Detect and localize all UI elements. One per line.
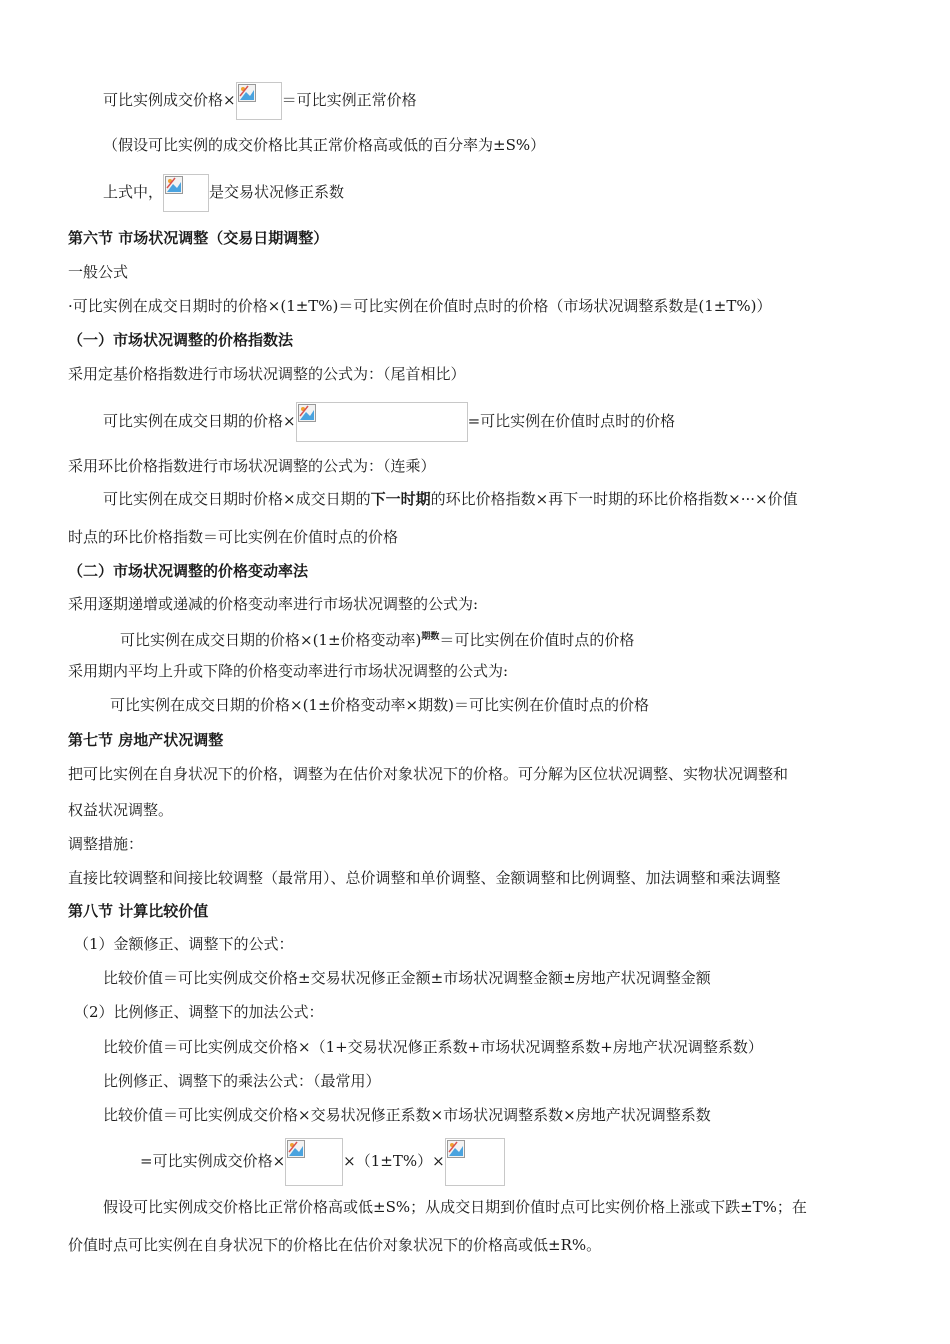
broken-image-icon — [298, 404, 316, 422]
property-adjust-text-cont: 权益状况调整。 — [68, 801, 174, 819]
formula-image-placeholder — [445, 1138, 505, 1186]
subsection-change-rate-heading: （二）市场状况调整的价格变动率法 — [68, 562, 309, 580]
formula-image-placeholder — [285, 1138, 343, 1186]
additive-formula: 比较价值＝可比实例成交价格×（1+交易状况修正系数+市场状况调整系数+房地产状况调整系数） — [103, 1038, 763, 1056]
chain-index-formula-cont: 时点的环比价格指数＝可比实例在价值时点的价格 — [68, 528, 399, 546]
coefficient-note: 上式中， 是交易状况修正系数 — [103, 174, 344, 212]
adjust-measures-label: 调整措施： — [68, 835, 144, 853]
chain-index-text: 采用环比价格指数进行市场状况调整的公式为：（连乘） — [68, 457, 436, 475]
section-7-heading: 第七节 房地产状况调整 — [68, 731, 224, 749]
final-assumption-cont: 价值时点可比实例在自身状况下的价格比在估价对象状况下的价格高或低±R%。 — [68, 1236, 602, 1254]
section-8-heading: 第八节 计算比较价值 — [68, 902, 209, 920]
compound-rate-text: 采用逐期递增或递减的价格变动率进行市场状况调整的公式为: — [68, 595, 479, 613]
section-6-heading: 第六节 市场状况调整（交易日期调整） — [68, 229, 329, 247]
chain-index-formula: 可比实例在成交日期时价格×成交日期的下一时期的环比价格指数×再下一时期的环比价格指数×···×价值 — [103, 490, 798, 508]
additive-formula-label: （2）比例修正、调整下的加法公式： — [74, 1003, 324, 1021]
final-assumption: 假设可比实例成交价格比正常价格高或低±S%；从成交日期到价值时点可比实例价格上涨或下跌±T%；在 — [103, 1198, 807, 1216]
general-formula: ·可比实例在成交日期时的价格×(1±T%)＝可比实例在价值时点时的价格（市场状况调整系数是(1±T%)） — [68, 297, 772, 315]
formula-image-placeholder — [236, 82, 282, 120]
property-adjust-text: 把可比实例在自身状况下的价格，调整为在估价对象状况下的价格。可分解为区位状况调整、实物状况调整和 — [68, 765, 789, 783]
broken-image-icon — [287, 1140, 305, 1158]
fixed-base-formula: 可比实例在成交日期的价格× =可比实例在价值时点时的价格 — [103, 402, 675, 442]
assumption-note: （假设可比实例的成交价格比其正常价格高或低的百分率为±S%） — [103, 136, 546, 154]
broken-image-icon — [238, 84, 256, 102]
multiplicative-formula-label: 比例修正、调整下的乘法公式：（最常用） — [103, 1072, 381, 1090]
general-formula-label: 一般公式 — [68, 263, 129, 281]
average-rate-text: 采用期内平均上升或下降的价格变动率进行市场状况调整的公式为: — [68, 662, 509, 680]
compound-rate-formula: 可比实例在成交日期的价格×(1±价格变动率)$^{期数}$＝可比实例在价值时点的价格 — [120, 631, 635, 649]
broken-image-icon — [447, 1140, 465, 1158]
average-rate-formula: 可比实例在成交日期的价格×(1±价格变动率×期数)＝可比实例在价值时点的价格 — [110, 696, 649, 714]
subsection-price-index-heading: （一）市场状况调整的价格指数法 — [68, 331, 294, 349]
formula-trade-correction: 可比实例成交价格× ＝可比实例正常价格 — [103, 82, 417, 120]
formula-image-placeholder — [163, 174, 209, 212]
amount-formula: 比较价值＝可比实例成交价格±交易状况修正金额±市场状况调整金额±房地产状况调整金额 — [103, 969, 711, 987]
adjust-measures-list: 直接比较调整和间接比较调整（最常用）、总价调整和单价调整、金额调整和比例调整、加法调整和乘法调整 — [68, 869, 781, 887]
formula-image-placeholder — [296, 402, 468, 442]
amount-formula-label: （1）金额修正、调整下的公式： — [74, 935, 294, 953]
fixed-base-index-text: 采用定基价格指数进行市场状况调整的公式为：（尾首相比） — [68, 365, 466, 383]
multiplicative-formula: 比较价值＝可比实例成交价格×交易状况修正系数×市场状况调整系数×房地产状况调整系数 — [103, 1106, 711, 1124]
multiplicative-formula-expanded: =可比实例成交价格× ×（1±T%）× — [140, 1138, 505, 1186]
broken-image-icon — [165, 176, 183, 194]
